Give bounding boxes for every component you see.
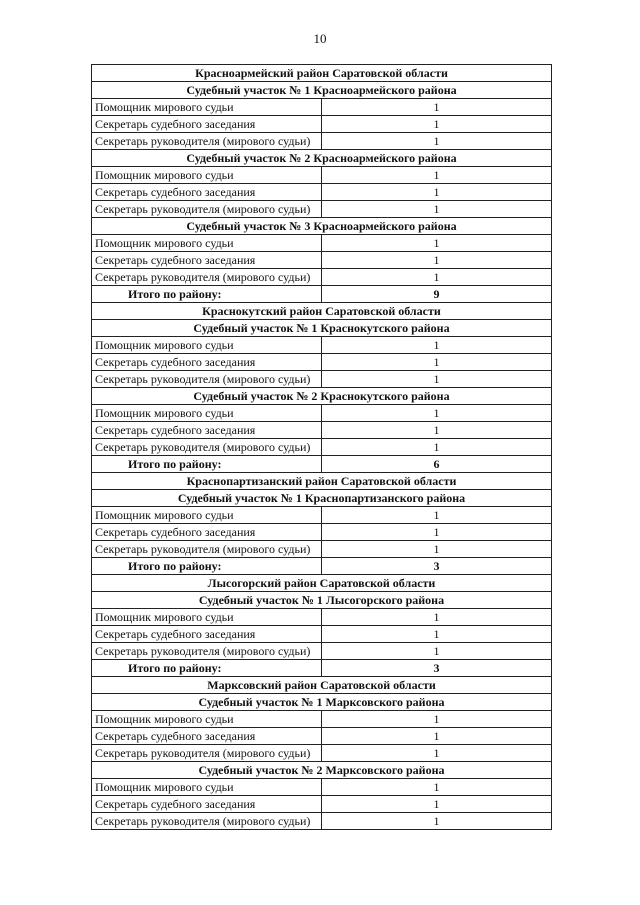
position-count: 1 (322, 439, 552, 456)
position-row (92, 269, 552, 286)
position-row (92, 405, 552, 422)
position-row (92, 524, 552, 541)
position-row (92, 235, 552, 252)
court-section-title: Судебный участок № 1 Красноармейского района (92, 82, 552, 99)
district-title: Красноармейский район Саратовской области (92, 65, 552, 82)
district-header-row (92, 65, 552, 82)
court-section-title: Судебный участок № 3 Красноармейского района (92, 218, 552, 235)
position-title: Секретарь судебного заседания (92, 354, 322, 371)
court-section-header-row (92, 150, 552, 167)
position-count: 1 (322, 405, 552, 422)
position-count: 1 (322, 252, 552, 269)
position-title: Секретарь руководителя (мирового судьи) (92, 745, 322, 762)
position-row (92, 422, 552, 439)
total-value: 6 (322, 456, 552, 473)
position-title: Помощник мирового судьи (92, 235, 322, 252)
position-title: Секретарь руководителя (мирового судьи) (92, 813, 322, 830)
position-row (92, 507, 552, 524)
district-total-row (92, 558, 552, 575)
position-row (92, 167, 552, 184)
position-count: 1 (322, 422, 552, 439)
position-row (92, 99, 552, 116)
court-section-header-row (92, 218, 552, 235)
total-label: Итого по району: (92, 286, 322, 303)
position-count: 1 (322, 337, 552, 354)
total-value: 3 (322, 558, 552, 575)
position-title: Секретарь судебного заседания (92, 116, 322, 133)
position-title: Секретарь руководителя (мирового судьи) (92, 371, 322, 388)
position-title: Секретарь судебного заседания (92, 422, 322, 439)
position-count: 1 (322, 167, 552, 184)
position-count: 1 (322, 269, 552, 286)
position-row (92, 439, 552, 456)
court-section-header-row (92, 592, 552, 609)
district-title: Краснопартизанский район Саратовской области (92, 473, 552, 490)
position-title: Помощник мирового судьи (92, 405, 322, 422)
court-section-title: Судебный участок № 1 Краснокутского района (92, 320, 552, 337)
position-count: 1 (322, 507, 552, 524)
position-row (92, 728, 552, 745)
position-row (92, 371, 552, 388)
position-count: 1 (322, 184, 552, 201)
position-count: 1 (322, 626, 552, 643)
position-count: 1 (322, 116, 552, 133)
position-count: 1 (322, 541, 552, 558)
district-total-row (92, 286, 552, 303)
position-title: Секретарь руководителя (мирового судьи) (92, 269, 322, 286)
district-total-row (92, 660, 552, 677)
total-value: 3 (322, 660, 552, 677)
court-section-title: Судебный участок № 1 Марксовского района (92, 694, 552, 711)
position-row (92, 779, 552, 796)
total-value: 9 (322, 286, 552, 303)
court-section-title: Судебный участок № 2 Краснокутского района (92, 388, 552, 405)
position-count: 1 (322, 371, 552, 388)
position-row (92, 354, 552, 371)
staffing-table (91, 64, 552, 830)
position-count: 1 (322, 643, 552, 660)
position-title: Помощник мирового судьи (92, 337, 322, 354)
total-label: Итого по району: (92, 558, 322, 575)
district-title: Краснокутский район Саратовской области (92, 303, 552, 320)
total-label: Итого по району: (92, 660, 322, 677)
position-row (92, 711, 552, 728)
position-row (92, 184, 552, 201)
position-row (92, 541, 552, 558)
position-count: 1 (322, 609, 552, 626)
position-row (92, 626, 552, 643)
position-title: Секретарь судебного заседания (92, 626, 322, 643)
court-section-header-row (92, 762, 552, 779)
court-section-title: Судебный участок № 2 Красноармейского района (92, 150, 552, 167)
position-title: Секретарь судебного заседания (92, 184, 322, 201)
court-section-header-row (92, 490, 552, 507)
position-count: 1 (322, 524, 552, 541)
position-title: Помощник мирового судьи (92, 779, 322, 796)
position-count: 1 (322, 711, 552, 728)
position-title: Помощник мирового судьи (92, 99, 322, 116)
court-section-header-row (92, 694, 552, 711)
position-count: 1 (322, 796, 552, 813)
position-row (92, 337, 552, 354)
position-row (92, 745, 552, 762)
court-section-header-row (92, 320, 552, 337)
district-title: Лысогорский район Саратовской области (92, 575, 552, 592)
court-section-title: Судебный участок № 1 Лысогорского района (92, 592, 552, 609)
position-title: Секретарь судебного заседания (92, 524, 322, 541)
total-label: Итого по району: (92, 456, 322, 473)
position-row (92, 609, 552, 626)
position-count: 1 (322, 99, 552, 116)
position-title: Секретарь руководителя (мирового судьи) (92, 201, 322, 218)
position-title: Помощник мирового судьи (92, 711, 322, 728)
court-section-title: Судебный участок № 2 Марксовского района (92, 762, 552, 779)
position-count: 1 (322, 133, 552, 150)
position-count: 1 (322, 728, 552, 745)
position-title: Секретарь руководителя (мирового судьи) (92, 541, 322, 558)
district-total-row (92, 456, 552, 473)
page-number: 10 (313, 31, 327, 46)
position-row (92, 201, 552, 218)
position-title: Секретарь судебного заседания (92, 252, 322, 269)
district-header-row (92, 677, 552, 694)
court-section-header-row (92, 82, 552, 99)
district-header-row (92, 303, 552, 320)
court-section-header-row (92, 388, 552, 405)
position-count: 1 (322, 354, 552, 371)
district-header-row (92, 473, 552, 490)
position-count: 1 (322, 235, 552, 252)
position-title: Секретарь руководителя (мирового судьи) (92, 439, 322, 456)
position-title: Секретарь судебного заседания (92, 728, 322, 745)
position-row (92, 116, 552, 133)
position-count: 1 (322, 745, 552, 762)
position-title: Помощник мирового судьи (92, 507, 322, 524)
position-row (92, 813, 552, 830)
position-title: Помощник мирового судьи (92, 609, 322, 626)
position-count: 1 (322, 201, 552, 218)
position-row (92, 796, 552, 813)
position-count: 1 (322, 779, 552, 796)
staffing-table-body (92, 65, 552, 830)
position-row (92, 252, 552, 269)
district-header-row (92, 575, 552, 592)
position-title: Секретарь руководителя (мирового судьи) (92, 133, 322, 150)
court-section-title: Судебный участок № 1 Краснопартизанского района (92, 490, 552, 507)
position-count: 1 (322, 813, 552, 830)
position-row (92, 643, 552, 660)
position-title: Секретарь руководителя (мирового судьи) (92, 643, 322, 660)
position-title: Секретарь судебного заседания (92, 796, 322, 813)
position-title: Помощник мирового судьи (92, 167, 322, 184)
district-title: Марксовский район Саратовской области (92, 677, 552, 694)
position-row (92, 133, 552, 150)
